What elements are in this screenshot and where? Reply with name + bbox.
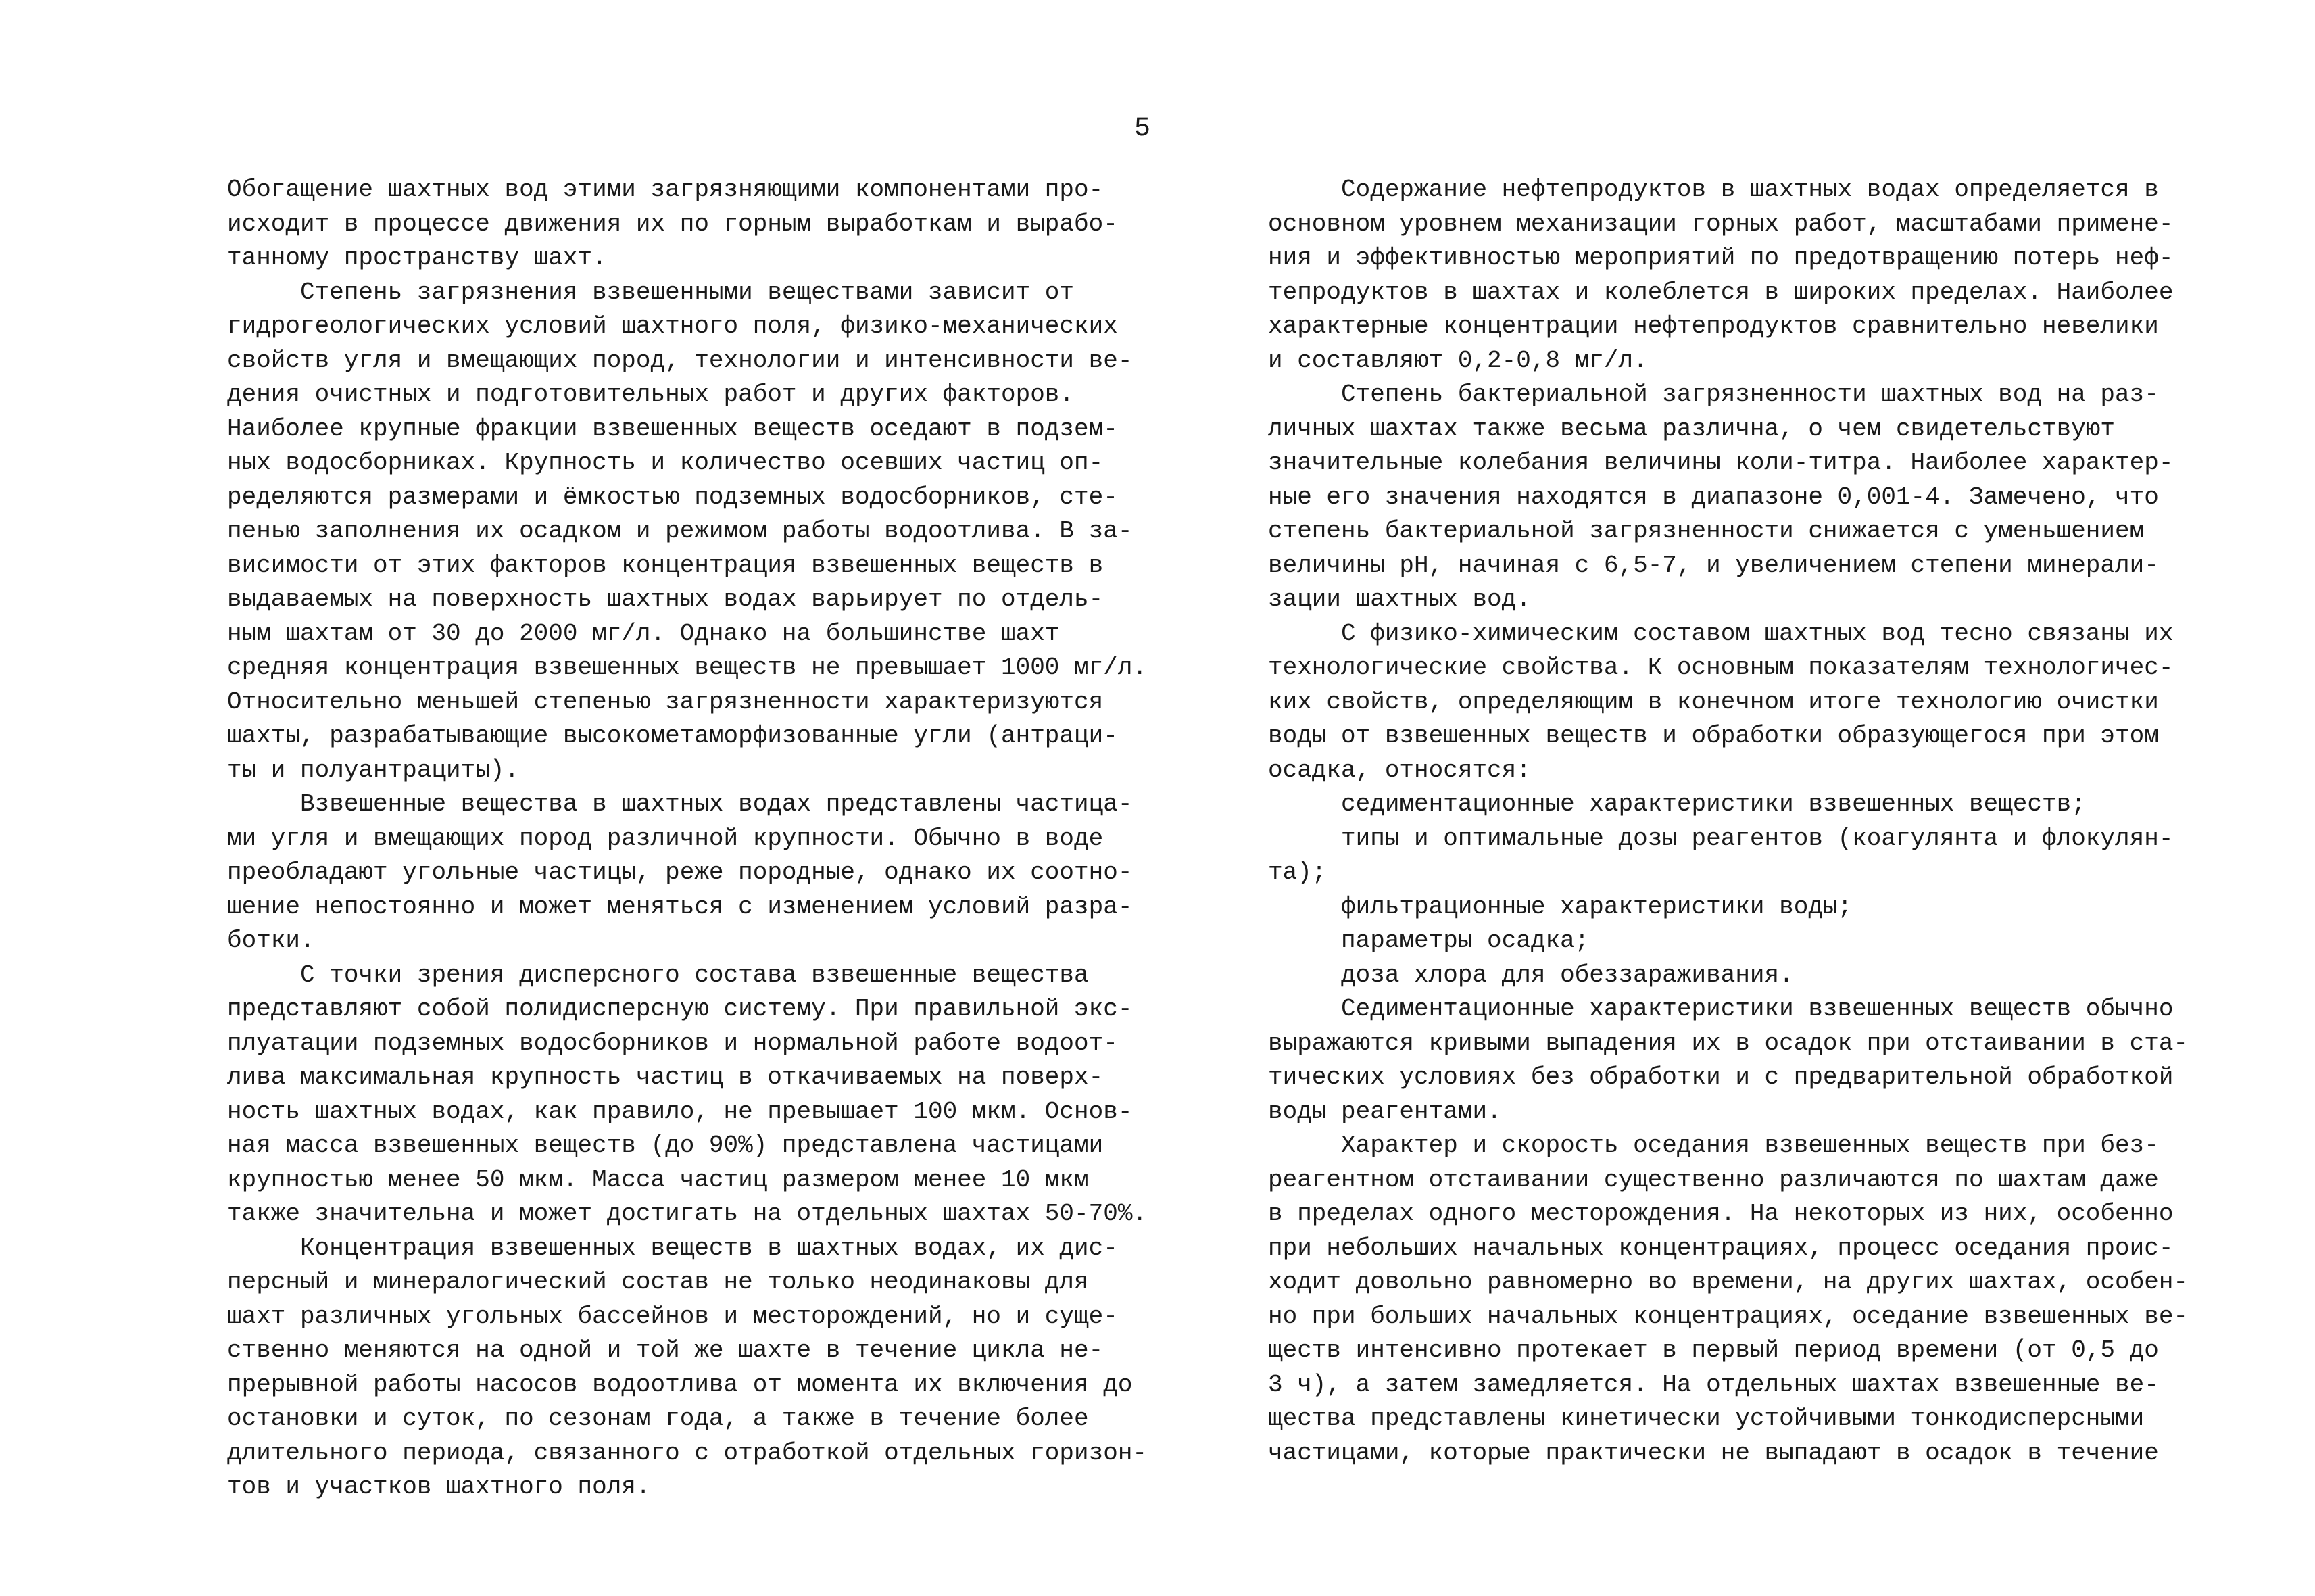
text-line: и составляют 0,2-0,8 мг/л.: [1268, 346, 1648, 374]
text-line: средняя концентрация взвешенных веществ не превышает 1000 мг/л.: [227, 654, 1148, 681]
text-line: пенью заполнения их осадком и режимом работы водоотлива. В за-: [227, 517, 1133, 545]
text-line: Характер и скорость оседания взвешенных веществ при без-: [1268, 1132, 2159, 1159]
text-line: воды реагентами.: [1268, 1097, 1502, 1126]
text-line: длительного периода, связанного с отработкой отдельных горизон-: [227, 1438, 1148, 1467]
text-line: выдаваемых на поверхность шахтных водах варьирует по отдель-: [227, 585, 1104, 613]
text-line: С физико-химическим составом шахтных вод тесно связаны их: [1268, 619, 2174, 648]
text-line: ществ интенсивно протекает в первый период времени (от 0,5 до: [1268, 1336, 2159, 1364]
text-line: степень бактериальной загрязненности снижается с уменьшением: [1268, 517, 2145, 545]
text-line: прерывной работы насосов водоотлива от момента их включения до: [227, 1370, 1133, 1399]
text-line: танному пространству шахт.: [227, 244, 607, 272]
text-line: ственно меняются на одной и той же шахте в течение цикла не-: [227, 1336, 1104, 1364]
text-line: доза хлора для обеззараживания.: [1268, 961, 1794, 989]
text-line: зации шахтных вод.: [1268, 585, 1531, 613]
text-line: величины pH, начиная с 6,5-7, и увеличением степени минерали-: [1268, 551, 2159, 579]
text-line: ным шахтам от 30 до 2000 мг/л. Однако на большинстве шахт: [227, 619, 1060, 648]
text-line: та);: [1268, 859, 1327, 886]
text-line: свойств угля и вмещающих пород, технологии и интенсивности ве-: [227, 346, 1133, 374]
text-line: реагентном отстаивании существенно различаются по шахтам даже: [1268, 1165, 2159, 1194]
text-line: гидрогеологических условий шахтного поля, физико-механических: [227, 312, 1118, 340]
text-line: шахты, разрабатывающие высокометаморфизованные угли (антраци-: [227, 722, 1118, 750]
text-line: крупностью менее 50 мкм. Масса частиц размером менее 10 мкм: [227, 1165, 1089, 1194]
text-line: тических условиях без обработки и с предварительной обработкой: [1268, 1063, 2174, 1091]
text-line: лива максимальная крупность частиц в откачиваемых на поверх-: [227, 1063, 1104, 1091]
text-line: ность шахтных водах, как правило, не превышает 100 мкм. Основ-: [227, 1097, 1133, 1126]
text-line: плуатации подземных водосборников и нормальной работе водоот-: [227, 1029, 1118, 1057]
text-line: фильтрационные характеристики воды;: [1268, 892, 1853, 921]
text-line: ные его значения находятся в диапазоне 0,001-4. Замечено, что: [1268, 483, 2159, 511]
text-line: ределяются размерами и ёмкостью подземных водосборников, сте-: [227, 483, 1118, 511]
text-line: тов и участков шахтного поля.: [227, 1473, 651, 1501]
text-line: в пределах одного месторождения. На некоторых из них, особенно: [1268, 1200, 2174, 1228]
text-line: исходит в процессе движения их по горным выработкам и вырабо-: [227, 210, 1118, 238]
text-line: шахт различных угольных бассейнов и месторождений, но и суще-: [227, 1302, 1118, 1330]
text-line: 3 ч), а затем замедляется. На отдельных шахтах взвешенные ве-: [1268, 1370, 2159, 1399]
text-line: Степень бактериальной загрязненности шахтных вод на раз-: [1268, 381, 2159, 408]
right-column: [1268, 173, 2188, 1470]
text-line: остановки и суток, по сезонам года, а также в течение более: [227, 1405, 1089, 1432]
text-line: преобладают угольные частицы, реже породные, однако их соотно-: [227, 859, 1133, 886]
text-line: личных шахтах также весьма различна, о чем свидетельствуют: [1268, 414, 2116, 443]
text-line: также значительна и может достигать на отдельных шахтах 50-70%.: [227, 1200, 1148, 1228]
page-number: 5: [1134, 114, 1150, 144]
left-column: [227, 173, 1147, 1505]
text-line: шение непостоянно и может меняться с изменением условий разра-: [227, 892, 1133, 921]
text-line: седиментационные характеристики взвешенных веществ;: [1268, 790, 2086, 818]
text-line: ми угля и вмещающих пород различной крупности. Обычно в воде: [227, 824, 1104, 852]
text-line: типы и оптимальные дозы реагентов (коагулянта и флокулян-: [1268, 824, 2174, 852]
text-line: воды от взвешенных веществ и обработки образующегося при этом: [1268, 722, 2159, 750]
text-line: Взвешенные вещества в шахтных водах представлены частица-: [227, 790, 1133, 818]
text-line: выражаются кривыми выпадения их в осадок при отстаивании в ста-: [1268, 1029, 2189, 1057]
text-line: ных водосборниках. Крупность и количество осевших частиц оп-: [227, 449, 1104, 477]
text-line: Содержание нефтепродуктов в шахтных водах определяется в: [1268, 176, 2159, 203]
text-line: технологические свойства. К основным показателям технологичес-: [1268, 654, 2174, 681]
text-line: ная масса взвешенных веществ (до 90%) представлена частицами: [227, 1132, 1104, 1159]
text-line: Обогащение шахтных вод этими загрязняющими компонентами про-: [227, 176, 1104, 203]
text-line: характерные концентрации нефтепродуктов сравнительно невелики: [1268, 312, 2159, 340]
text-line: частицами, которые практически не выпадают в осадок в течение: [1268, 1438, 2159, 1467]
text-line: осадка, относятся:: [1268, 756, 1531, 784]
text-line: параметры осадка;: [1268, 927, 1590, 954]
text-line: Относительно меньшей степенью загрязненности характеризуются: [227, 687, 1104, 716]
text-line: ты и полуантрациты).: [227, 756, 520, 784]
text-line: тепродуктов в шахтах и колеблется в широких пределах. Наиболее: [1268, 278, 2174, 306]
text-line: при небольших начальных концентрациях, процесс оседания проис-: [1268, 1234, 2174, 1262]
text-line: щества представлены кинетически устойчивыми тонкодисперсными: [1268, 1405, 2145, 1432]
text-line: висимости от этих факторов концентрация взвешенных веществ в: [227, 551, 1104, 579]
text-line: ботки.: [227, 927, 315, 954]
text-line: С точки зрения дисперсного состава взвешенные вещества: [227, 961, 1089, 989]
text-line: персный и минералогический состав не только неодинаковы для: [227, 1268, 1089, 1296]
text-line: основном уровнем механизации горных работ, масштабами примене-: [1268, 210, 2174, 238]
text-line: дения очистных и подготовительных работ и других факторов.: [227, 381, 1075, 408]
text-line: Седиментационные характеристики взвешенных веществ обычно: [1268, 995, 2174, 1023]
text-line: представляют собой полидисперсную систему. При правильной экс-: [227, 995, 1133, 1023]
text-line: Концентрация взвешенных веществ в шахтных водах, их дис-: [227, 1234, 1118, 1262]
text-line: ких свойств, определяющим в конечном итоге технологию очистки: [1268, 687, 2159, 716]
text-line: значительные колебания величины коли-титра. Наиболее характер-: [1268, 449, 2174, 477]
text-line: ния и эффективностью мероприятий по предотвращению потерь неф-: [1268, 244, 2174, 272]
text-line: ходит довольно равномерно во времени, на других шахтах, особен-: [1268, 1268, 2189, 1296]
text-line: Степень загрязнения взвешенными веществами зависит от: [227, 278, 1075, 306]
text-line: Наиболее крупные фракции взвешенных веществ оседают в подзем-: [227, 414, 1118, 443]
text-line: но при больших начальных концентрациях, оседание взвешенных ве-: [1268, 1302, 2189, 1330]
